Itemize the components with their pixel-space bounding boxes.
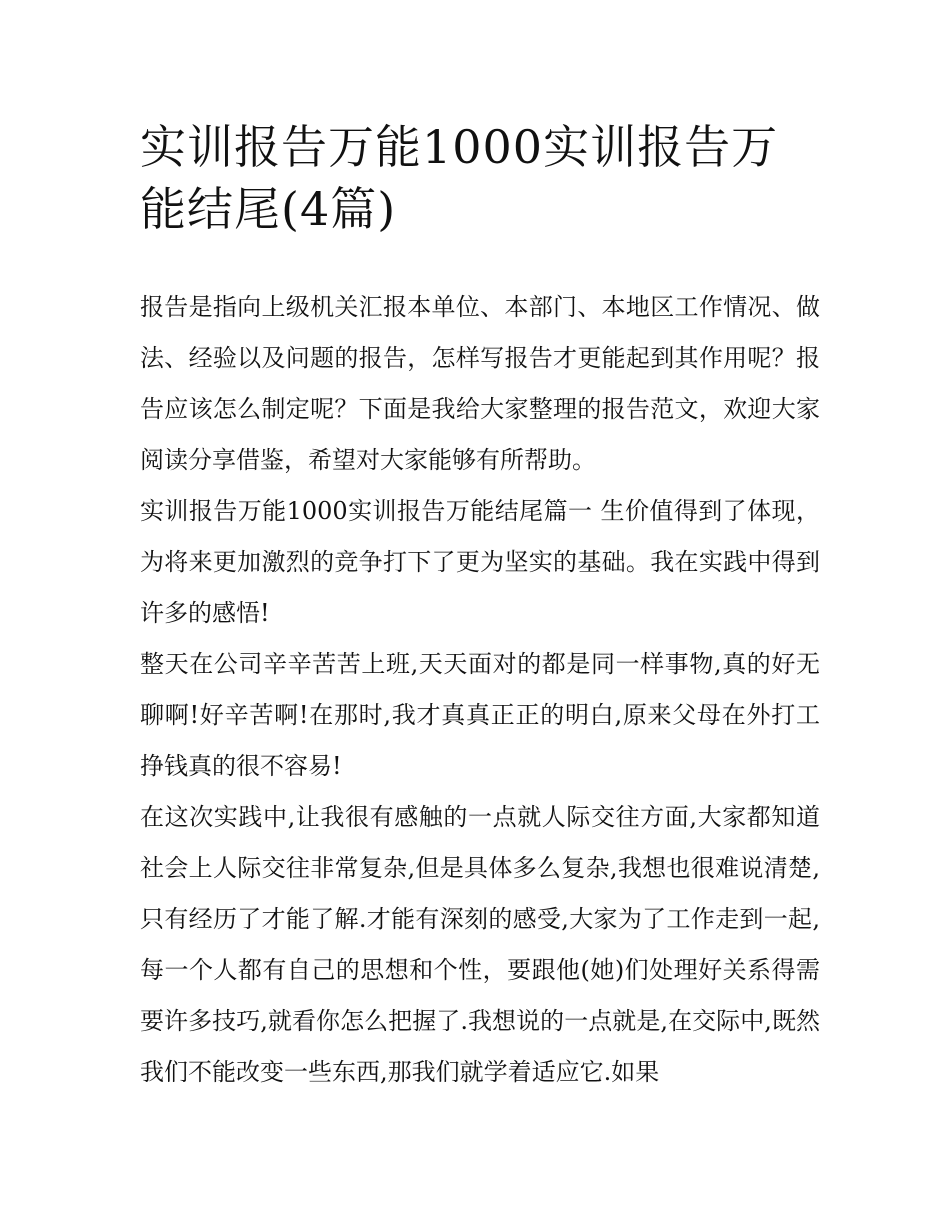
intro-paragraph: 报告是指向上级机关汇报本单位、本部门、本地区工作情况、做法、经验以及问题的报告，怎样写报告才更能起到其作用呢？报告应该怎么制定呢？下面是我给大家整理的报告范文，欢迎大家阅读分享借鉴，希望对大家能够有所帮助。 [140, 293, 820, 474]
body-paragraph: 实训报告万能1000实训报告万能结尾篇一 生价值得到了体现，为将来更加激烈的竞争打下了更为坚实的基础。我在实践中得到许多的感悟! [140, 497, 820, 627]
document-body [140, 282, 820, 1098]
document-title: 实训报告万能1000实训报告万能结尾(4篇) [140, 120, 779, 236]
body-paragraph: 整天在公司辛辛苦苦上班,天天面对的都是同一样事物,真的好无聊啊!好辛苦啊!在那时,我才真真正正的明白,原来父母在外打工挣钱真的很不容易! [140, 650, 820, 780]
body-paragraph: 在这次实践中,让我很有感触的一点就人际交往方面,大家都知道社会上人际交往非常复杂,但是具体多么复杂,我想也很难说清楚,只有经历了才能了解.才能有深刻的感受,大家为了工作走到一起,每一个人都有自己的思想和个性，要跟他(她)们处理好关系得需要许多技巧,就看你怎么把握了.我想说的一点就是,在交际中,既然我们不能改变一些东西,那我们就学着适应它.如果 [140, 803, 820, 1086]
